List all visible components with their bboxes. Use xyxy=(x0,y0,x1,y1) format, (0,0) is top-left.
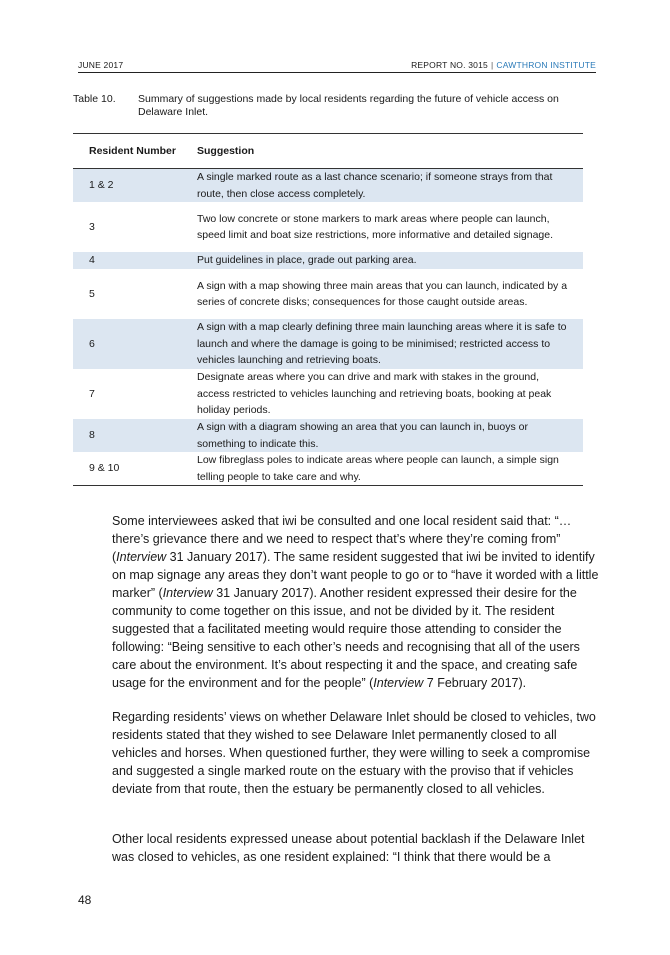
paragraph-backlash: Other local residents expressed unease about potential backlash if the Delaware Inlet was closed to vehicles, as one resident explained: “I think that there would be a xyxy=(112,832,585,864)
suggestion-text: A single marked route as a last chance scenario; if someone strays from that route, then close access completely. xyxy=(197,169,583,203)
p1-citation-1: Interview xyxy=(116,550,167,564)
suggestion-text: Put guidelines in place, grade out parking area. xyxy=(197,252,583,269)
p1-text-c: 31 January 2017). The same resident suggested that iwi be invited to identify on map signage any areas they don’t want people to go or to “have it worded with a little marker” ( xyxy=(112,550,599,600)
header-report xyxy=(411,60,596,70)
resident-number: 8 xyxy=(73,419,197,452)
p1-text-a: Some interviewees asked that iwi be consulted and one local resident said that: “…there’s grievance there and we need to respect that’s where they’re coming from” ( xyxy=(112,514,572,564)
resident-number: 3 xyxy=(89,220,95,233)
paragraph-closure-views: Regarding residents’ views on whether Delaware Inlet should be closed to vehicles, two residents stated that they wished to see Delaware Inlet permanently closed to all vehicles and horses. When questioned further, they were willing to seek a compromise and suggested a single marked route on the estuary with the proviso that if vehicles deviate from that route, then the estuary be permanently closed to all vehicles. xyxy=(112,710,596,796)
p1-text-g: 7 February 2017). xyxy=(423,676,527,690)
table-header-row xyxy=(73,134,583,169)
table-caption xyxy=(73,93,593,119)
caption-label: Table 10. xyxy=(73,93,116,105)
report-number: REPORT NO. 3015 xyxy=(411,60,488,70)
resident-number: 4 xyxy=(73,252,197,269)
suggestions-table xyxy=(73,133,583,486)
table-row xyxy=(73,419,583,452)
suggestion-text: A sign with a map clearly defining three main launching areas where it is safe to launch and where the damage is going to be minimised; restricted access to vehicles launching and retrieving boats. xyxy=(197,319,583,369)
table-row xyxy=(73,452,583,486)
header-date: JUNE 2017 xyxy=(78,60,124,70)
resident-number: 6 xyxy=(73,319,197,369)
p1-citation-2: Interview xyxy=(162,586,213,600)
table-row xyxy=(73,269,583,319)
header-organization: CAWTHRON INSTITUTE xyxy=(496,60,596,70)
caption-text: Summary of suggestions made by local residents regarding the future of vehicle access on Delaware Inlet. xyxy=(138,93,559,118)
suggestion-text: Two low concrete or stone markers to mark areas where people can launch, speed limit and boat size restrictions, more informative and detailed signage. xyxy=(197,212,554,241)
column-header-suggestion: Suggestion xyxy=(197,134,583,169)
table-row xyxy=(73,252,583,269)
resident-number: 5 xyxy=(89,287,95,300)
resident-number: 1 & 2 xyxy=(73,169,197,203)
paragraph-iwi-consultation xyxy=(112,512,599,692)
suggestion-text: Designate areas where you can drive and mark with stakes in the ground, access restricted to vehicles launching and retrieving boats, booking at peak holiday periods. xyxy=(197,371,552,417)
table-row xyxy=(73,319,583,369)
header-rule xyxy=(78,72,596,73)
page-number: 48 xyxy=(78,893,92,907)
suggestion-text: A sign with a map showing three main areas that you can launch, indicated by a series of concrete disks; consequences for those caught outside areas. xyxy=(197,279,568,308)
table-row xyxy=(73,369,583,419)
p1-text-e: 31 January 2017). Another resident expressed their desire for the community to come together on this issue, and not be divided by it. The resident suggested that a facilitated meeting would require those attending to consider the following: “Being sensitive to each other’s needs and recognising that all of the users care about the environment. It’s about respecting it and the space, and creating safe usage for the environment and for the people” ( xyxy=(112,586,580,690)
table-row xyxy=(73,169,583,203)
table-row xyxy=(73,202,583,252)
resident-number: 7 xyxy=(89,387,95,400)
column-header-resident: Resident Number xyxy=(73,134,197,169)
resident-number: 9 & 10 xyxy=(73,452,197,486)
suggestion-text: A sign with a diagram showing an area that you can launch in, buoys or something to indicate this. xyxy=(197,419,583,452)
p1-citation-3: Interview xyxy=(373,676,424,690)
header-separator: | xyxy=(490,60,494,70)
suggestion-text: Low fibreglass poles to indicate areas where people can launch, a simple sign telling people to take care and why. xyxy=(197,452,583,486)
